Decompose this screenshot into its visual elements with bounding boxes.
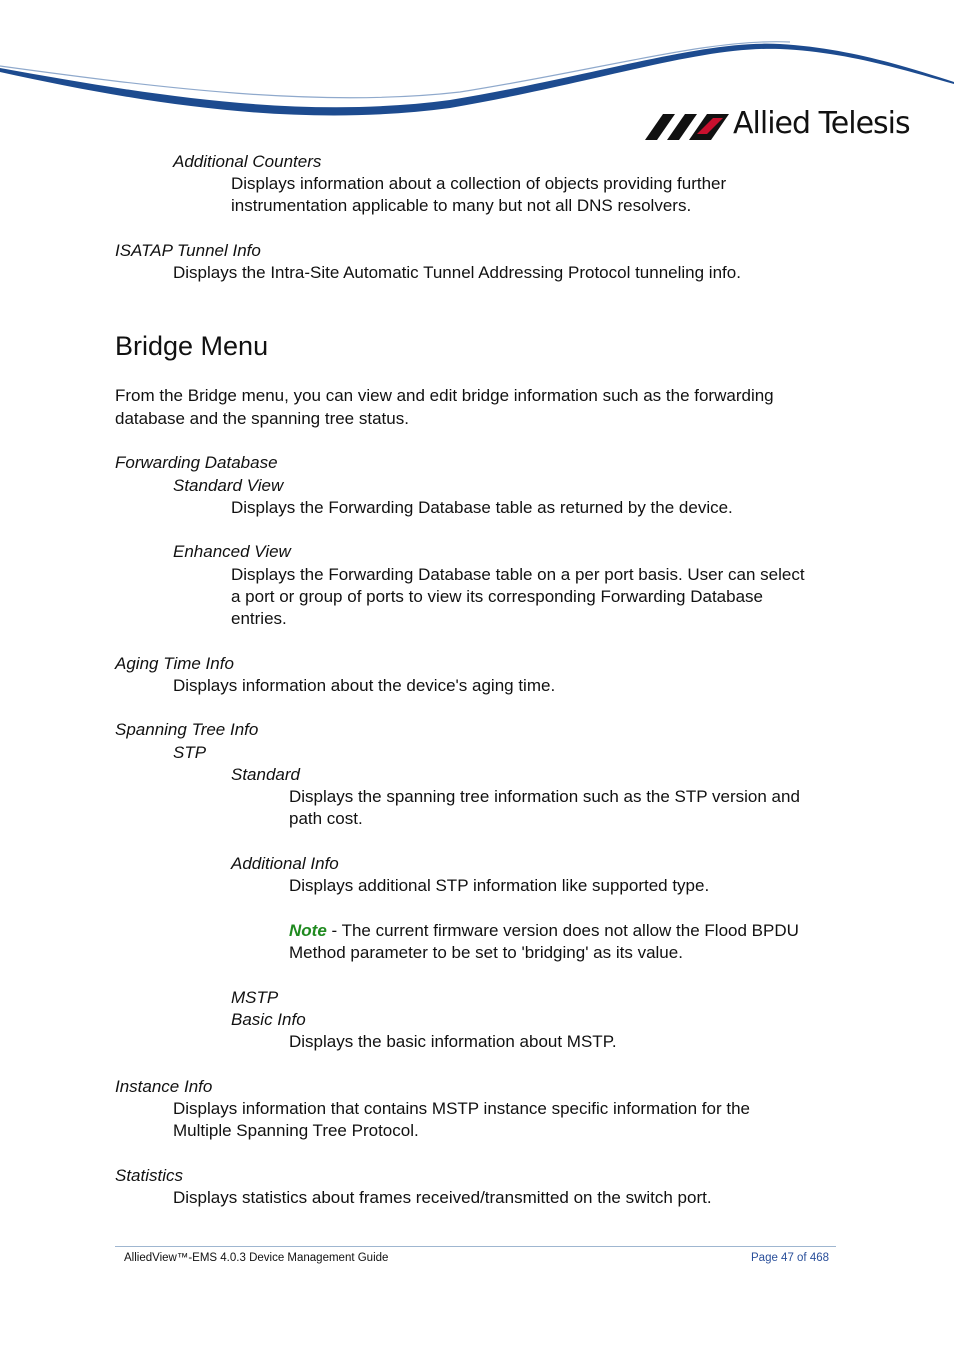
basic-info-desc: Displays the basic information about MSTP. [289,1032,617,1051]
additional-counters-label: Additional Counters [173,152,322,171]
statistics-label: Statistics [115,1166,184,1185]
basic-info-label: Basic Info [231,1010,306,1029]
standard-label: Standard [231,765,300,784]
additional-info-desc: Displays additional STP information like supported type. [289,876,710,895]
instance-desc-line: Displays information that contains MSTP instance specific information for the [173,1099,751,1118]
footer-page-number: Page 47 of 468 [751,1252,830,1264]
intro-line: database and the spanning tree status. [115,409,409,428]
footer-divider [115,1246,836,1247]
enhanced-view-desc-line: Displays the Forwarding Database table on a per port basis. User can select [231,565,805,584]
section-title: Bridge Menu [115,331,269,361]
enhanced-view-desc-line: a port or group of ports to view its corresponding Forwarding Database [231,587,763,606]
instance-label: Instance Info [115,1077,213,1096]
stp-info-label: Spanning Tree Info [115,720,259,739]
statistics-desc: Displays statistics about frames received/transmitted on the switch port. [173,1188,712,1207]
additional-info-label: Additional Info [231,854,339,873]
logo-text: Allied Telesis [733,106,910,141]
stp-label: STP [173,743,207,762]
allied-telesis-logo [645,106,910,146]
enhanced-view-desc-line: entries. [231,609,287,628]
enhanced-view-label: Enhanced View [173,542,291,561]
footer-doc-title: AlliedView™-EMS 4.0.3 Device Management Guide [124,1252,389,1264]
standard-view-desc: Displays the Forwarding Database table as returned by the device. [231,498,733,517]
isatap-label: ISATAP Tunnel Info [115,241,261,260]
isatap-desc: Displays the Intra-Site Automatic Tunnel Addressing Protocol tunneling info. [173,263,741,282]
intro-line: From the Bridge menu, you can view and edit bridge information such as the forwarding [115,386,774,405]
fdb-label: Forwarding Database [115,453,278,472]
additional-counters-desc-line: Displays information about a collection of objects providing further [231,174,727,193]
note-text-line: Method parameter to be set to 'bridging' as its value. [289,943,683,962]
note-line [289,920,799,942]
mstp-label: MSTP [231,988,279,1007]
standard-desc-line: path cost. [289,809,363,828]
standard-view-label: Standard View [173,476,284,495]
note-word: Note [289,921,327,940]
instance-desc-line: Multiple Spanning Tree Protocol. [173,1121,419,1140]
aging-desc: Displays information about the device's aging time. [173,676,556,695]
standard-desc-line: Displays the spanning tree information such as the STP version and [289,787,800,806]
allied-telesis-mark-icon [645,114,729,140]
additional-counters-desc-line: instrumentation applicable to many but not all DNS resolvers. [231,196,692,215]
aging-label: Aging Time Info [115,654,234,673]
note-text: - The current firmware version does not allow the Flood BPDU [326,921,799,940]
